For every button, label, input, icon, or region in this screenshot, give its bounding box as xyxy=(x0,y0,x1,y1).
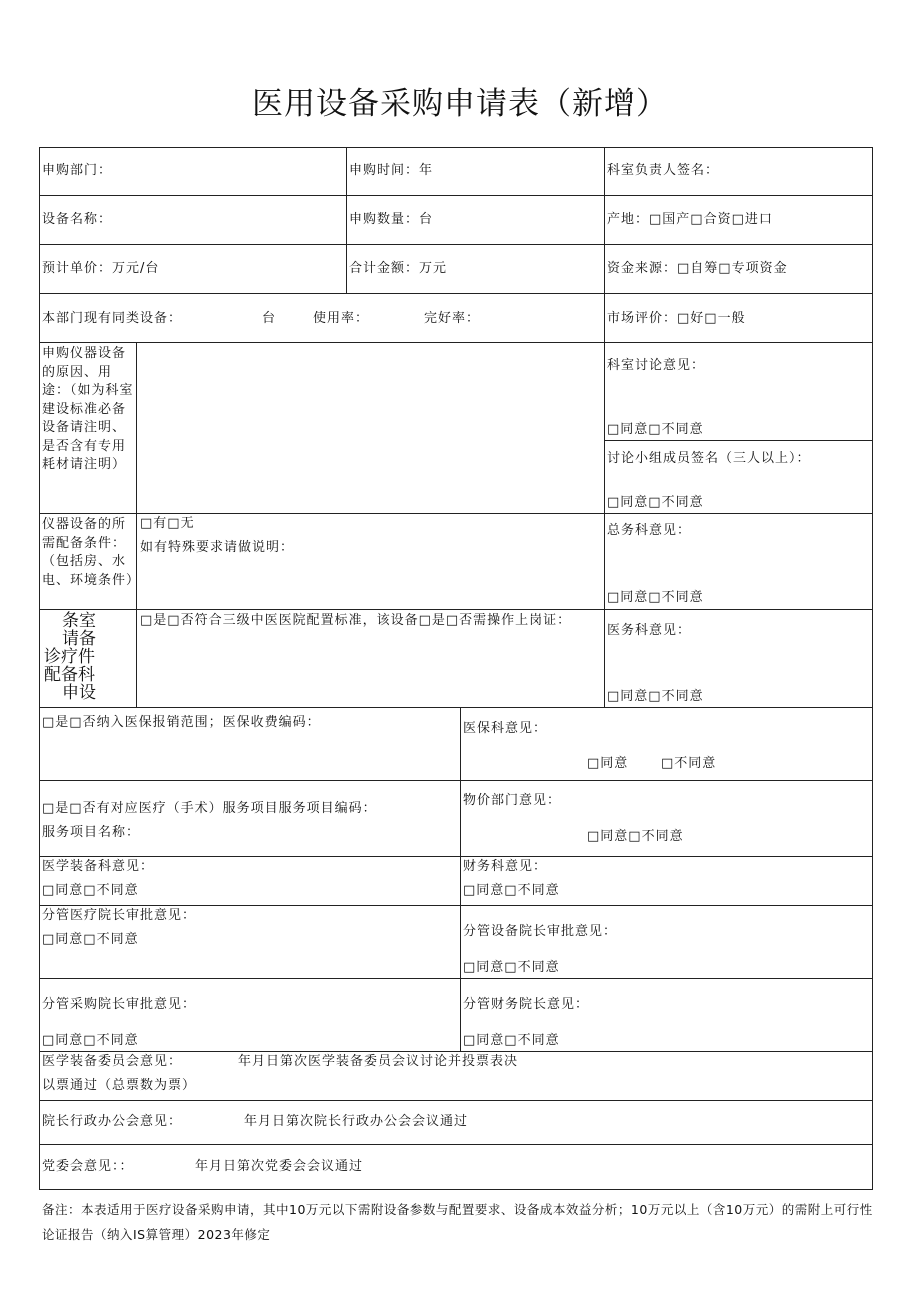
insurance-checkboxes[interactable]: □是□否纳入医保报销范围；医保收费编码： xyxy=(42,715,321,730)
finance-dept-agree[interactable]: □同意□不同意 xyxy=(463,883,560,898)
row-divider xyxy=(39,195,873,196)
vp-medical-label: 分管医疗院长审批意见： xyxy=(42,908,197,923)
vp-medical-agree[interactable]: □同意□不同意 xyxy=(42,932,139,947)
equipment-dept-label: 医学装备科意见： xyxy=(42,859,155,874)
row-divider xyxy=(39,513,873,514)
config-standard-checkboxes[interactable]: □是□否符合三级中医医院配置标准，该设备□是□否需操作上岗证： xyxy=(140,613,572,628)
clinic-label-line: 请备 xyxy=(62,629,96,649)
committee-meeting-text: 年月日第次医学装备委员会议讨论并投票表决 xyxy=(238,1054,519,1069)
executive-office-text: 年月日第次院长行政办公会会议通过 xyxy=(244,1114,469,1129)
total-amount-label: 合计金额：万元 xyxy=(349,261,448,276)
row-divider xyxy=(39,293,873,294)
col-divider xyxy=(460,707,461,1051)
row-divider xyxy=(39,780,873,781)
form-table xyxy=(39,147,873,1190)
quantity-label: 申购数量：台 xyxy=(349,212,434,227)
committee-label: 医学装备委员会意见： xyxy=(42,1054,183,1069)
service-item-checkboxes[interactable]: □是□否有对应医疗（手术）服务项目服务项目编码： xyxy=(42,801,377,816)
price-dept-label: 物价部门意见： xyxy=(463,793,562,808)
medical-affairs-agree[interactable]: □同意□不同意 xyxy=(607,689,704,704)
row-divider xyxy=(39,342,873,343)
group-signature-agree[interactable]: □同意□不同意 xyxy=(607,495,704,510)
clinic-label-line: 配备科 xyxy=(44,665,95,685)
service-item-name-label: 服务项目名称： xyxy=(42,825,141,840)
col-divider xyxy=(604,147,605,707)
head-signature-label: 科室负责人签名： xyxy=(607,163,720,178)
col-divider xyxy=(346,147,347,293)
medical-affairs-label: 医务科意见： xyxy=(607,623,692,638)
fund-source-checkboxes[interactable]: 资金来源：□自筹□专项资金 xyxy=(607,261,788,276)
origin-checkboxes[interactable]: 产地：□国产□合资□进口 xyxy=(607,212,773,227)
row-divider xyxy=(39,1051,873,1052)
price-dept-agree[interactable]: □同意□不同意 xyxy=(587,829,684,844)
equipment-name-label: 设备名称： xyxy=(42,212,113,227)
vp-equipment-label: 分管设备院长审批意见： xyxy=(463,924,618,939)
executive-office-label: 院长行政办公会意见： xyxy=(42,1114,183,1129)
insurance-dept-label: 医保科意见： xyxy=(463,721,548,736)
row-divider xyxy=(39,978,873,979)
vp-equipment-agree[interactable]: □同意□不同意 xyxy=(463,960,560,975)
unit-price-label: 预计单价：万元/台 xyxy=(42,261,160,276)
vp-finance-agree[interactable]: □同意□不同意 xyxy=(463,1033,560,1048)
clinic-label-line: 条室 xyxy=(62,611,96,631)
intact-rate-label: 完好率： xyxy=(424,311,481,326)
party-committee-text: 年月日第次党委会会议通过 xyxy=(195,1159,364,1174)
party-committee-label: 党委会意见：： xyxy=(42,1159,134,1174)
row-divider xyxy=(39,905,873,906)
insurance-agree[interactable]: □同意 xyxy=(587,756,629,771)
group-signature-label: 讨论小组成员签名（三人以上）： xyxy=(607,451,811,466)
vp-purchase-agree[interactable]: □同意□不同意 xyxy=(42,1033,139,1048)
col-divider xyxy=(136,342,137,707)
required-conditions-label: 仪器设备的所需配备条件：（包括房、水电、环境条件） xyxy=(42,517,141,588)
row-divider xyxy=(39,707,873,708)
finance-dept-label: 财务科意见： xyxy=(463,859,548,874)
row-divider xyxy=(39,1100,873,1101)
row-divider xyxy=(39,856,873,857)
special-requirements-label: 如有特殊要求请做说明： xyxy=(140,540,295,555)
dept-discussion-label: 科室讨论意见： xyxy=(607,358,706,373)
apply-time-label: 申购时间：年 xyxy=(349,163,434,178)
vp-finance-label: 分管财务院长意见： xyxy=(463,997,590,1012)
row-divider xyxy=(39,1144,873,1145)
form-title: 医用设备采购申请表（新增） xyxy=(252,86,668,122)
dept-label: 申购部门： xyxy=(42,163,113,178)
existing-equipment-label: 本部门现有同类设备： xyxy=(42,311,183,326)
general-affairs-label: 总务科意见： xyxy=(607,523,692,538)
market-evaluation-checkboxes[interactable]: 市场评价：□好□一般 xyxy=(607,311,746,326)
insurance-disagree[interactable]: □不同意 xyxy=(661,756,717,771)
existing-unit-label: 台 xyxy=(262,311,277,326)
footnote: 备注：本表适用于医疗设备采购申请，其中10万元以下需附设备参数与配置要求、设备成本效益分析；10万元以上（含10万元）的需附上可行性论证报告（纳入IS算管理）2023年修定 xyxy=(42,1202,873,1242)
vp-purchase-label: 分管采购院长审批意见： xyxy=(42,997,197,1012)
row-divider xyxy=(39,244,873,245)
purchase-reason-label: 申购仪器设备的原因、用途：（如为科室建设标准必备设备请注明、是否含有专用耗材请注明） xyxy=(42,346,134,472)
row-divider xyxy=(604,440,873,441)
usage-rate-label: 使用率： xyxy=(313,311,370,326)
clinic-label-line: 诊疗件 xyxy=(44,647,95,667)
has-conditions-checkboxes[interactable]: □有□无 xyxy=(140,516,195,531)
committee-vote-text: 以票通过（总票数为票） xyxy=(42,1078,197,1093)
clinic-label-line: 申设 xyxy=(62,683,96,703)
equipment-dept-agree[interactable]: □同意□不同意 xyxy=(42,883,139,898)
general-affairs-agree[interactable]: □同意□不同意 xyxy=(607,590,704,605)
row-divider xyxy=(39,609,873,610)
dept-discussion-agree[interactable]: □同意□不同意 xyxy=(607,422,704,437)
